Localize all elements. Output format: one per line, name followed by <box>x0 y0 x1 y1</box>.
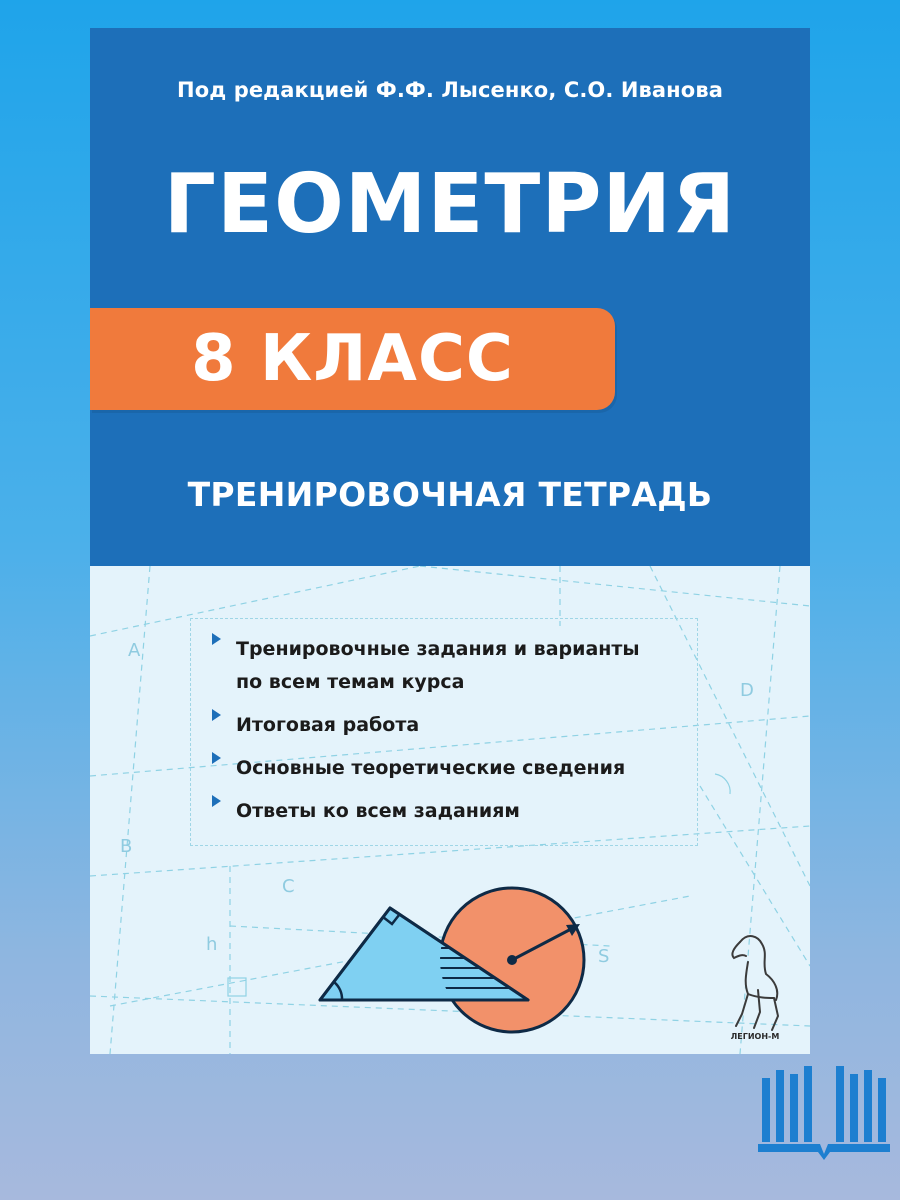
geometry-illustration <box>90 28 810 1054</box>
book-cover <box>90 28 810 1054</box>
book-subtitle: ТРЕНИРОВОЧНАЯ ТЕТРАДЬ <box>187 475 713 514</box>
label-s: S <box>598 946 610 967</box>
editors-line: Под редакцией Ф.Ф. Лысенко, С.О. Иванова <box>177 78 723 102</box>
feature-line: Итоговая работа <box>236 714 420 736</box>
label-a: A <box>128 640 141 661</box>
label-d: D <box>740 680 754 701</box>
label-b: B <box>120 836 133 857</box>
publisher-name: ЛЕГИОН-М <box>730 1032 780 1041</box>
horse-logo-icon <box>718 928 788 1038</box>
book-title: ГЕОМЕТРИЯ <box>163 157 737 252</box>
open-book-icon <box>754 1064 894 1160</box>
label-h: h <box>206 934 218 955</box>
label-c: C <box>282 876 295 897</box>
grade-label: 8 КЛАСС <box>191 322 514 396</box>
feature-line: по всем темам курса <box>236 671 465 693</box>
feature-line: Основные теоретические сведения <box>236 757 626 779</box>
feature-line: Ответы ко всем заданиям <box>236 800 520 822</box>
feature-line: Тренировочные задания и варианты <box>236 638 640 660</box>
